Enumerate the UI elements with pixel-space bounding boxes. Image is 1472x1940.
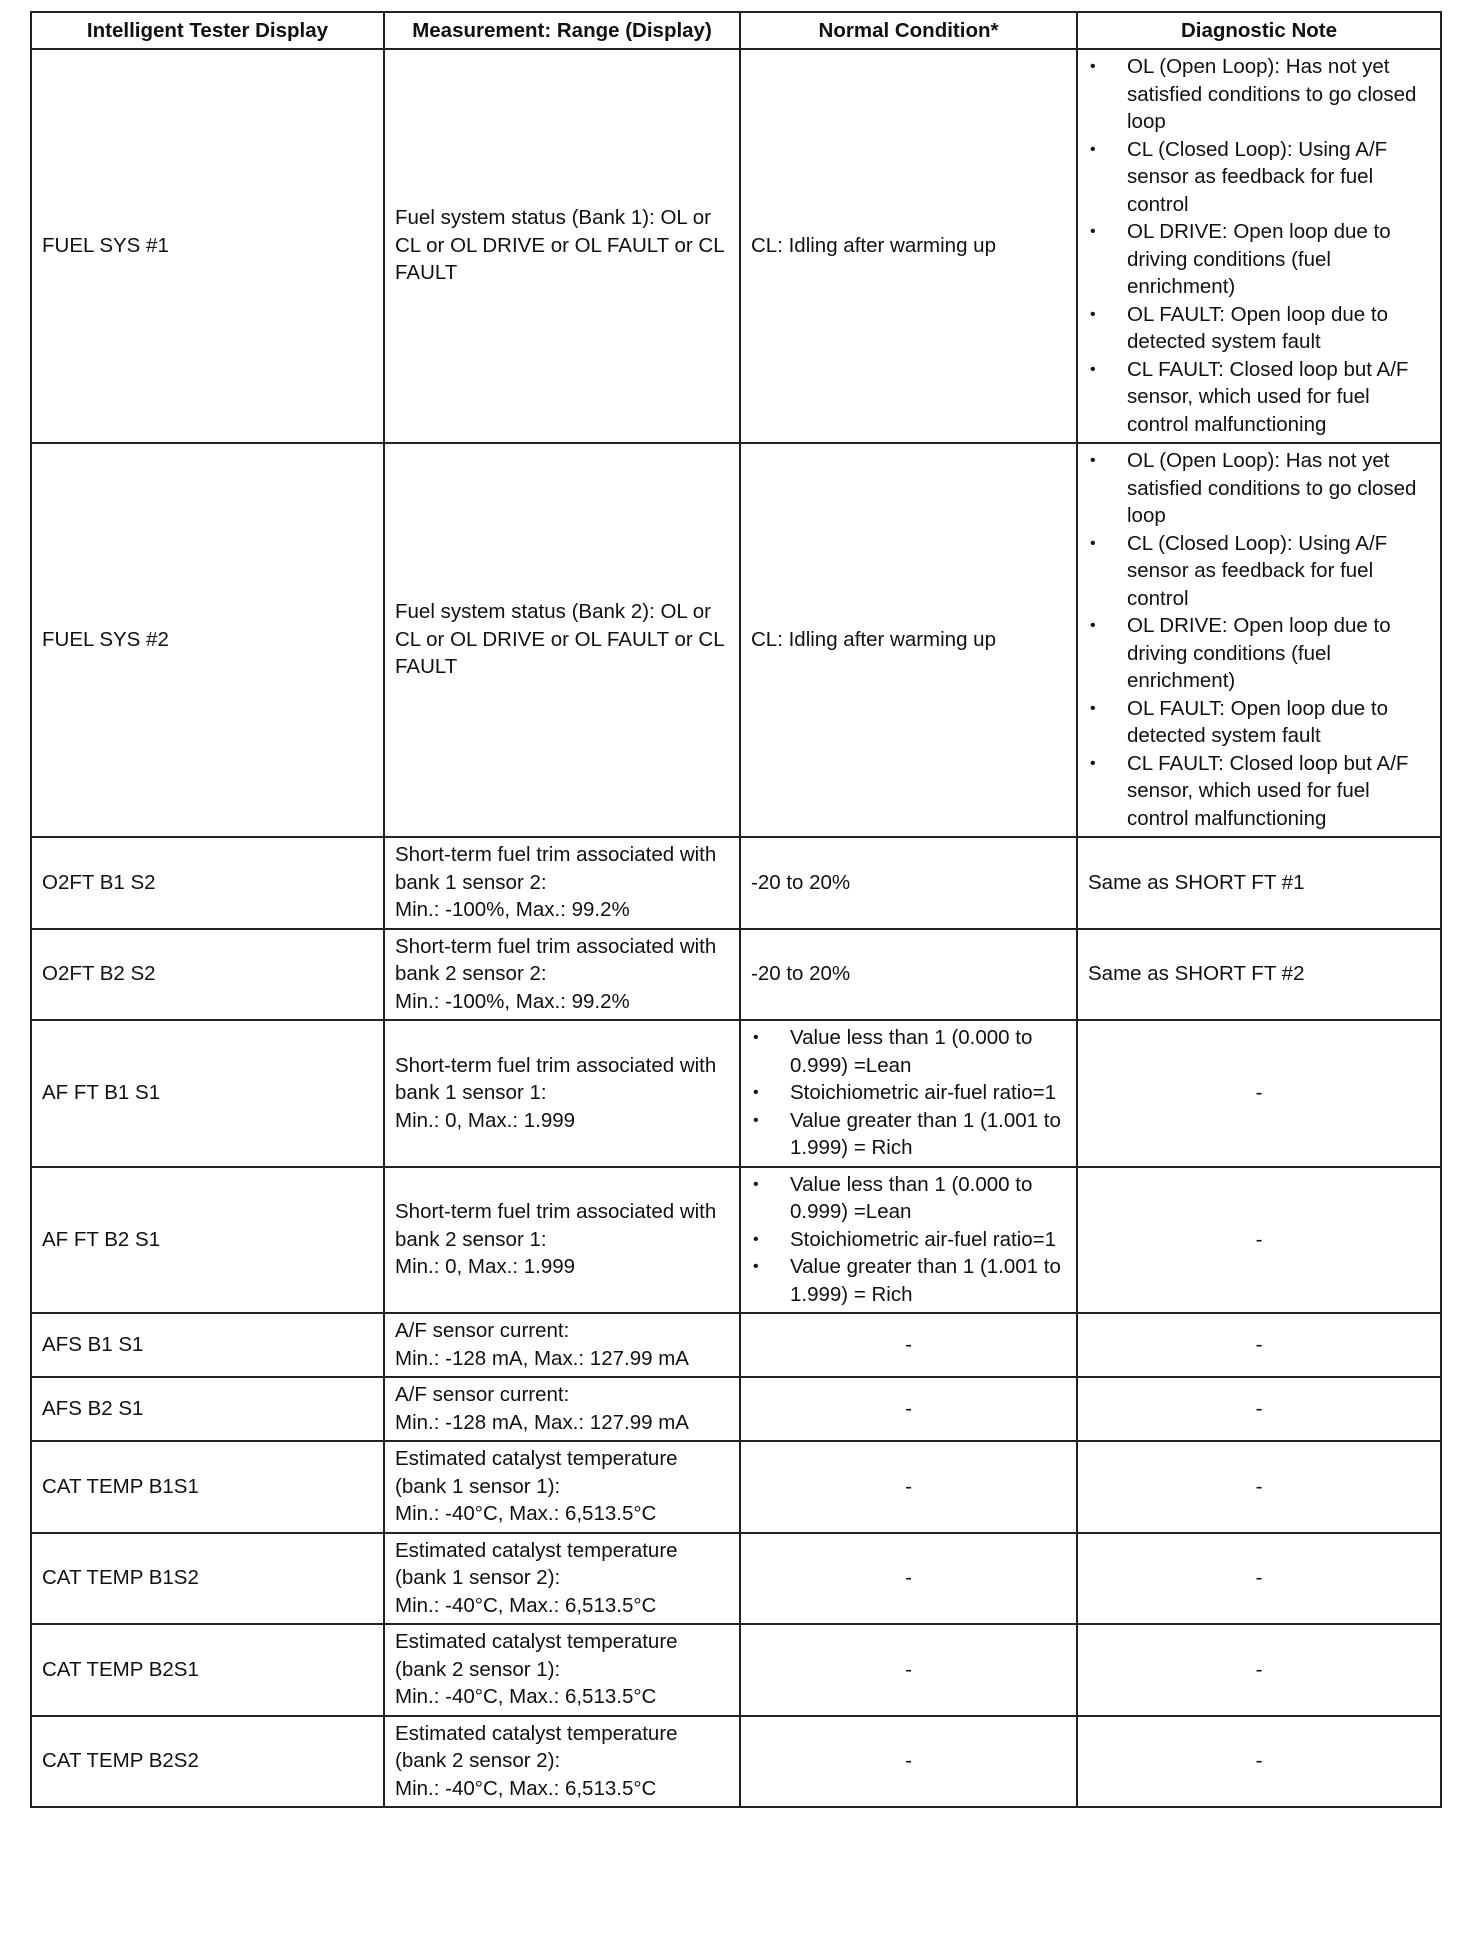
list-item: • OL FAULT: Open loop due to detected system fault	[1088, 301, 1430, 356]
range-limits: Min.: -100%, Max.: 99.2%	[395, 898, 630, 921]
header-diagnostic-note: Diagnostic Note	[1077, 12, 1441, 49]
list-item: • Value greater than 1 (1.001 to 1.999) = Rich	[751, 1253, 1066, 1308]
table-row	[31, 49, 1441, 443]
range-limits: Min.: -40°C, Max.: 6,513.5°C	[395, 1593, 657, 1617]
cell-tester-display: CAT TEMP B1S1	[31, 1441, 384, 1533]
cell-diagnostic-note	[1077, 443, 1441, 837]
cell-tester-display: CAT TEMP B2S1	[31, 1624, 384, 1716]
cell-measurement-range	[384, 1624, 740, 1716]
range-limits: Min.: -40°C, Max.: 6,513.5°C	[395, 1776, 657, 1800]
range-limits: Min.: -128 mA, Max.: 127.99 mA	[395, 1410, 689, 1434]
cell-measurement-range	[384, 1533, 740, 1625]
range-limits: Min.: -128 mA, Max.: 127.99 mA	[395, 1346, 689, 1370]
cell-diagnostic-note: Same as SHORT FT #1	[1077, 837, 1441, 929]
cell-diagnostic-note	[1077, 49, 1441, 443]
range-line: Estimated catalyst temperature (bank 1 sensor 2):	[395, 1538, 678, 1589]
header-tester-display: Intelligent Tester Display	[31, 12, 384, 49]
table-row	[31, 1377, 1441, 1441]
list-item: • OL DRIVE: Open loop due to driving conditions (fuel enrichment)	[1088, 612, 1430, 695]
list-item: • Stoichiometric air-fuel ratio=1	[751, 1226, 1066, 1254]
cell-normal-condition	[740, 1020, 1077, 1167]
list-item: • Value less than 1 (0.000 to 0.999) =Lean	[751, 1024, 1066, 1079]
cell-normal-condition	[740, 1167, 1077, 1314]
list-item: • Stoichiometric air-fuel ratio=1	[751, 1079, 1066, 1107]
cell-normal-condition: -	[740, 1624, 1077, 1716]
range-line: Short-term fuel trim associated with bank 1 sensor 1:	[395, 1053, 717, 1104]
table-row	[31, 1313, 1441, 1377]
cell-diagnostic-note: -	[1077, 1167, 1441, 1314]
cell-measurement-range	[384, 1020, 740, 1167]
cell-diagnostic-note: -	[1077, 1377, 1441, 1441]
cell-measurement-range	[384, 1441, 740, 1533]
range-line: Estimated catalyst temperature (bank 2 sensor 1):	[395, 1630, 678, 1681]
cell-normal-condition: -	[740, 1533, 1077, 1625]
cell-measurement-range	[384, 49, 740, 443]
cell-normal-condition: CL: Idling after warming up	[740, 49, 1077, 443]
cell-normal-condition: -	[740, 1313, 1077, 1377]
table-row	[31, 1533, 1441, 1625]
list-item: • OL (Open Loop): Has not yet satisfied conditions to go closed loop	[1088, 53, 1430, 136]
table-row	[31, 1441, 1441, 1533]
list-item: • Value greater than 1 (1.001 to 1.999) = Rich	[751, 1107, 1066, 1162]
range-line: Short-term fuel trim associated with bank 1 sensor 2:	[395, 843, 717, 894]
cell-tester-display: AFS B2 S1	[31, 1377, 384, 1441]
range-limits: Min.: -40°C, Max.: 6,513.5°C	[395, 1685, 657, 1708]
table-row	[31, 443, 1441, 837]
cell-tester-display: O2FT B1 S2	[31, 837, 384, 929]
cell-measurement-range	[384, 1377, 740, 1441]
cell-diagnostic-note: -	[1077, 1716, 1441, 1808]
range-line: A/F sensor current:	[395, 1383, 570, 1406]
cell-tester-display: FUEL SYS #1	[31, 49, 384, 443]
cell-normal-condition: -	[740, 1441, 1077, 1533]
cell-normal-condition: -20 to 20%	[740, 837, 1077, 929]
header-measurement-range: Measurement: Range (Display)	[384, 12, 740, 49]
data-list-sheet	[30, 11, 1442, 1808]
range-line: Estimated catalyst temperature (bank 1 sensor 1):	[395, 1447, 678, 1498]
list-item: • OL FAULT: Open loop due to detected system fault	[1088, 695, 1430, 750]
cell-measurement-range	[384, 1167, 740, 1314]
cell-diagnostic-note: Same as SHORT FT #2	[1077, 929, 1441, 1021]
cell-measurement-range	[384, 929, 740, 1021]
range-line: Short-term fuel trim associated with bank 2 sensor 1:	[395, 1200, 717, 1251]
cell-measurement-range	[384, 837, 740, 929]
table-row	[31, 929, 1441, 1021]
cell-diagnostic-note: -	[1077, 1624, 1441, 1716]
cell-normal-condition: CL: Idling after warming up	[740, 443, 1077, 837]
cell-diagnostic-note: -	[1077, 1020, 1441, 1167]
range-limits: Min.: -40°C, Max.: 6,513.5°C	[395, 1502, 657, 1525]
cell-measurement-range	[384, 1716, 740, 1808]
cell-measurement-range	[384, 1313, 740, 1377]
note-list	[1088, 53, 1430, 438]
range-line: Fuel system status (Bank 1): OL or CL or OL DRIVE or OL FAULT or CL FAULT	[395, 206, 724, 285]
range-line: Fuel system status (Bank 2): OL or CL or OL DRIVE or OL FAULT or CL FAULT	[395, 600, 724, 679]
table-row	[31, 837, 1441, 929]
list-item: • CL (Closed Loop): Using A/F sensor as feedback for fuel control	[1088, 530, 1430, 613]
range-line: A/F sensor current:	[395, 1319, 570, 1342]
data-list-table	[30, 11, 1442, 1808]
range-limits: Min.: -100%, Max.: 99.2%	[395, 989, 630, 1013]
cell-tester-display: AFS B1 S1	[31, 1313, 384, 1377]
cell-diagnostic-note: -	[1077, 1533, 1441, 1625]
note-list	[1088, 447, 1430, 832]
list-item: • CL (Closed Loop): Using A/F sensor as feedback for fuel control	[1088, 136, 1430, 219]
list-item: • OL DRIVE: Open loop due to driving conditions (fuel enrichment)	[1088, 218, 1430, 301]
cell-diagnostic-note: -	[1077, 1313, 1441, 1377]
cell-normal-condition: -	[740, 1377, 1077, 1441]
cell-tester-display: AF FT B1 S1	[31, 1020, 384, 1167]
condition-list	[751, 1171, 1066, 1309]
cell-tester-display: CAT TEMP B2S2	[31, 1716, 384, 1808]
table-row	[31, 1624, 1441, 1716]
range-line: Estimated catalyst temperature (bank 2 sensor 2):	[395, 1721, 678, 1772]
list-item: • CL FAULT: Closed loop but A/F sensor, which used for fuel control malfunctioning	[1088, 356, 1430, 439]
header-normal-condition: Normal Condition*	[740, 12, 1077, 49]
list-item: • OL (Open Loop): Has not yet satisfied conditions to go closed loop	[1088, 447, 1430, 530]
range-limits: Min.: 0, Max.: 1.999	[395, 1108, 576, 1132]
table-row	[31, 1020, 1441, 1167]
header-row	[31, 12, 1441, 49]
cell-normal-condition: -	[740, 1716, 1077, 1808]
cell-measurement-range	[384, 443, 740, 837]
table-row	[31, 1167, 1441, 1314]
table-row	[31, 1716, 1441, 1808]
list-item: • CL FAULT: Closed loop but A/F sensor, which used for fuel control malfunctioning	[1088, 750, 1430, 833]
condition-list	[751, 1024, 1066, 1162]
cell-diagnostic-note: -	[1077, 1441, 1441, 1533]
cell-tester-display: FUEL SYS #2	[31, 443, 384, 837]
list-item: • Value less than 1 (0.000 to 0.999) =Lean	[751, 1171, 1066, 1226]
cell-tester-display: CAT TEMP B1S2	[31, 1533, 384, 1625]
range-line: Short-term fuel trim associated with bank 2 sensor 2:	[395, 934, 717, 985]
cell-tester-display: AF FT B2 S1	[31, 1167, 384, 1314]
cell-tester-display: O2FT B2 S2	[31, 929, 384, 1021]
cell-normal-condition: -20 to 20%	[740, 929, 1077, 1021]
range-limits: Min.: 0, Max.: 1.999	[395, 1255, 576, 1278]
